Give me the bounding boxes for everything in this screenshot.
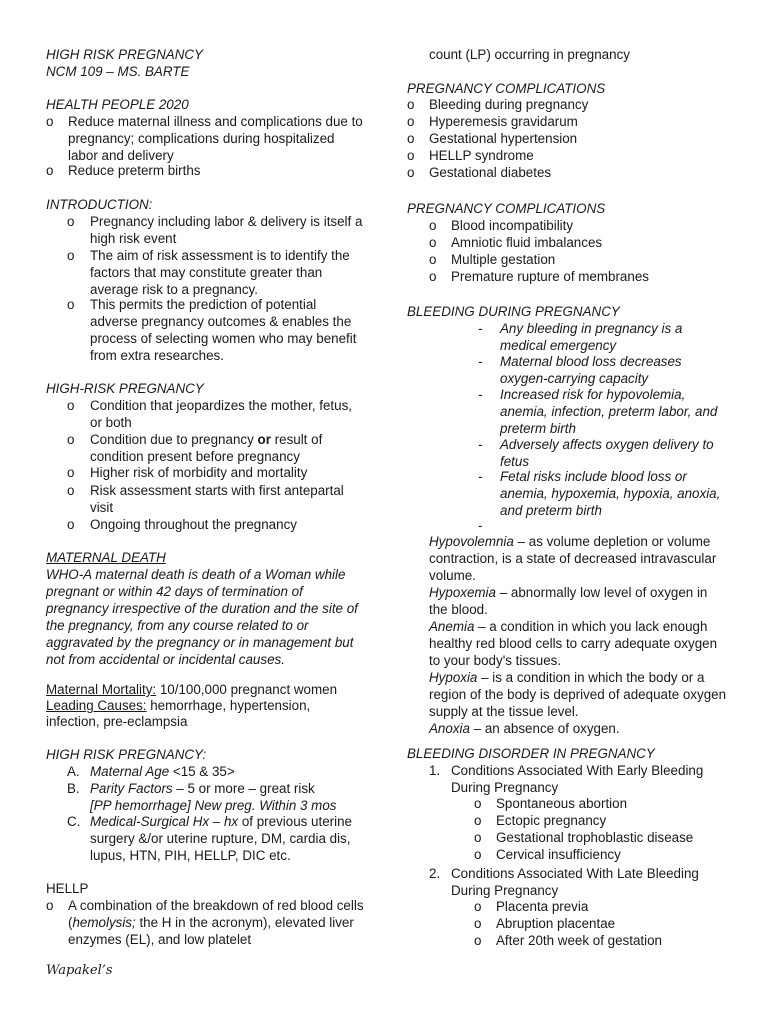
bullet-marker: o bbox=[429, 252, 437, 267]
def-text: – is a condition in which the body or a region of the body is deprived of adequate oxygen supply at the tissue level. bbox=[429, 670, 727, 719]
list-item bbox=[474, 829, 730, 846]
item-label: Maternal Age bbox=[90, 764, 170, 779]
list-item bbox=[474, 898, 730, 915]
list-item-text: Placenta previa bbox=[496, 899, 589, 914]
definition bbox=[429, 669, 729, 720]
list-item-text: The aim of risk assessment is to identify the factors that may constitute greater than average risk to a pregnancy. bbox=[90, 248, 350, 297]
list-item-text: Condition that jeopardizes the mother, fetus, or both bbox=[90, 398, 353, 430]
bullet-marker: o bbox=[474, 933, 482, 948]
list-item-text: Increased risk for hypovolemia, anemia, infection, preterm labor, and preterm birth bbox=[500, 387, 718, 436]
bd1-list bbox=[474, 795, 730, 863]
bullet-marker: o bbox=[46, 163, 54, 178]
letter-marker: B. bbox=[67, 781, 80, 796]
list-item bbox=[478, 386, 730, 437]
list-item bbox=[67, 464, 367, 481]
footer-signature: Wapakel’s bbox=[46, 963, 113, 978]
pc2-list bbox=[429, 217, 729, 285]
lc-label: Leading Causes: bbox=[46, 698, 147, 713]
list-item-text: Maternal blood loss decreases oxygen-carrying capacity bbox=[500, 354, 682, 386]
bullet-marker: o bbox=[474, 813, 482, 828]
leading-causes-line bbox=[46, 697, 366, 714]
letter-marker: C. bbox=[67, 814, 81, 829]
def-term: Hypovolemnia bbox=[429, 534, 514, 549]
list-item bbox=[67, 516, 367, 533]
doc-title: HIGH RISK PREGNANCY bbox=[46, 47, 203, 62]
list-item-text bbox=[90, 431, 367, 465]
list-item-text: Any bleeding in pregnancy is a medical emergency bbox=[500, 321, 683, 353]
bullet-marker: o bbox=[46, 898, 54, 913]
list-item bbox=[407, 130, 727, 147]
list-item bbox=[67, 397, 367, 431]
bullet-marker: o bbox=[67, 517, 75, 532]
list-item bbox=[67, 247, 367, 298]
bullet-marker: o bbox=[474, 899, 482, 914]
list-item-text: Multiple gestation bbox=[451, 252, 556, 267]
text-part: the H in the acronym), elevated liver enzymes (EL), and low platelet bbox=[68, 915, 354, 947]
definition bbox=[429, 618, 729, 669]
list-item-text bbox=[90, 780, 367, 814]
list-item bbox=[407, 113, 727, 130]
def-text: – an absence of oxygen. bbox=[469, 721, 620, 736]
list-item bbox=[429, 234, 729, 251]
hp-heading: HEALTH PEOPLE 2020 bbox=[46, 97, 189, 112]
definition bbox=[429, 720, 729, 737]
list-item bbox=[67, 763, 367, 780]
def-text: – as volume depletion or volume contraction, is a state of decreased intravascular volume. bbox=[429, 534, 717, 583]
list-item bbox=[474, 915, 730, 932]
list-item-text: After 20th week of gestation bbox=[496, 933, 662, 948]
md-paragraph: WHO-A maternal death is death of a Woman while pregnant or within 42 days of termination of pregnancy irrespective of the duration and the site of the pregnancy, from any course related to or aggravated by the pregnancy or in management but not from accidental or incidental causes. bbox=[46, 567, 358, 667]
bullet-marker: o bbox=[67, 465, 75, 480]
list-item-text: Higher risk of morbidity and mortality bbox=[90, 465, 308, 480]
bullet-marker: o bbox=[407, 97, 415, 112]
definitions-block bbox=[429, 533, 729, 737]
list-item bbox=[67, 482, 367, 516]
list-item-text: Amniotic fluid imbalances bbox=[451, 235, 603, 250]
pc1-heading: PREGNANCY COMPLICATIONS bbox=[407, 81, 606, 96]
list-item bbox=[67, 296, 367, 364]
list-item-text: Cervical insufficiency bbox=[496, 847, 621, 862]
text-part: A combination of the breakdown of red blood cells ( bbox=[68, 898, 364, 930]
def-term: Hypoxia bbox=[429, 670, 478, 685]
dash-marker: - bbox=[478, 387, 483, 402]
mm-value: 10/100,000 pregnanct women bbox=[156, 682, 338, 697]
maternal-mortality-line bbox=[46, 681, 366, 698]
bullet-marker: o bbox=[474, 847, 482, 862]
bullet-marker: o bbox=[474, 830, 482, 845]
number-marker: 2. bbox=[429, 866, 441, 881]
list-item bbox=[46, 113, 366, 164]
pc1-list bbox=[407, 96, 727, 181]
numbered-item-text: Conditions Associated With Early Bleeding During Pregnancy bbox=[451, 763, 704, 795]
def-term: Anemia bbox=[429, 619, 475, 634]
dash-marker: - bbox=[478, 321, 483, 336]
list-item bbox=[474, 932, 730, 949]
bullet-marker: o bbox=[67, 483, 75, 498]
pc2-heading: PREGNANCY COMPLICATIONS bbox=[407, 201, 606, 216]
dash-marker: - bbox=[478, 354, 483, 369]
list-item-text: Gestational diabetes bbox=[429, 165, 552, 180]
item-label: Parity Factors bbox=[90, 781, 173, 796]
list-item-text: HELLP syndrome bbox=[429, 148, 534, 163]
list-item bbox=[474, 795, 730, 812]
list-item-text: Premature rupture of membranes bbox=[451, 269, 649, 284]
bullet-marker: o bbox=[474, 916, 482, 931]
numbered-item bbox=[429, 762, 729, 796]
dash-marker: - bbox=[478, 437, 483, 452]
list-item bbox=[407, 147, 727, 164]
list-item-text bbox=[90, 813, 367, 864]
list-item-text: Gestational hypertension bbox=[429, 131, 578, 146]
item-label: Medical-Surgical Hx – hx bbox=[90, 814, 239, 829]
mm-label: Maternal Mortality: bbox=[46, 682, 157, 697]
dash-marker: - bbox=[478, 469, 483, 484]
definition bbox=[429, 533, 729, 584]
def-text: – abnormally low level of oxygen in the blood. bbox=[429, 585, 708, 617]
list-item-text: Gestational trophoblastic disease bbox=[496, 830, 694, 845]
list-item-text: Ongoing throughout the pregnancy bbox=[90, 517, 297, 532]
bullet-marker: o bbox=[407, 148, 415, 163]
item-value: of previous uterine surgery &/or uterine rupture, DM, cardia dis, lupus, HTN, PIH, HELLP, DIC etc. bbox=[90, 814, 352, 863]
continued-text: count (LP) occurring in pregnancy bbox=[429, 47, 630, 62]
bullet-marker: o bbox=[407, 114, 415, 129]
list-item-text: Risk assessment starts with first antepartal visit bbox=[90, 483, 344, 515]
list-item-text: Blood incompatibility bbox=[451, 218, 574, 233]
bullet-marker: o bbox=[474, 796, 482, 811]
list-item-text: Pregnancy including labor & delivery is itself a high risk event bbox=[90, 214, 363, 246]
intro-heading: INTRODUCTION: bbox=[46, 197, 153, 212]
list-item-text: Reduce maternal illness and complications due to pregnancy; complications during hospitalized labor and delivery bbox=[68, 114, 363, 163]
list-item bbox=[429, 217, 729, 234]
item-value: – 5 or more – great risk bbox=[172, 781, 315, 796]
definition bbox=[429, 584, 729, 618]
numbered-item bbox=[429, 865, 729, 899]
list-item bbox=[474, 812, 730, 829]
number-marker: 1. bbox=[429, 763, 441, 778]
bd-heading: BLEEDING DISORDER IN PREGNANCY bbox=[407, 746, 655, 761]
def-text: – a condition in which you lack enough healthy red blood cells to carry adequate oxygen to your body's tissues. bbox=[429, 619, 718, 668]
def-term: Anoxia bbox=[429, 721, 470, 736]
bullet-marker: o bbox=[67, 398, 75, 413]
item-value: <15 & 35> bbox=[169, 764, 235, 779]
bullet-marker: o bbox=[429, 218, 437, 233]
list-item bbox=[46, 897, 366, 948]
text-italic: hemolysis; bbox=[72, 915, 136, 930]
bullet-marker: o bbox=[407, 131, 415, 146]
list-item-text bbox=[90, 763, 367, 780]
letter-marker: A. bbox=[67, 764, 80, 779]
list-item bbox=[478, 436, 730, 470]
list-item bbox=[429, 251, 729, 268]
list-item-text: Adversely affects oxygen delivery to fetus bbox=[500, 437, 714, 469]
leading-causes-line2: infection, pre-eclampsia bbox=[46, 714, 188, 729]
list-item bbox=[474, 846, 730, 863]
course-subtitle: NCM 109 – MS. BARTE bbox=[46, 64, 190, 79]
bullet-marker: o bbox=[429, 235, 437, 250]
list-item-text: This permits the prediction of potential adverse pregnancy outcomes & enables the process of selecting women who may benefit from extra researches. bbox=[90, 297, 357, 363]
list-item-text: Spontaneous abortion bbox=[496, 796, 628, 811]
list-item bbox=[67, 431, 367, 465]
bullet-marker: o bbox=[67, 214, 75, 229]
list-item bbox=[407, 96, 727, 113]
hellp-heading: HELLP bbox=[46, 881, 89, 896]
list-item-text: Hyperemesis gravidarum bbox=[429, 114, 578, 129]
bullet-marker: o bbox=[67, 432, 75, 447]
bd2-list bbox=[474, 898, 730, 949]
hr-heading: HIGH-RISK PREGNANCY bbox=[46, 381, 204, 396]
def-term: Hypoxemia bbox=[429, 585, 496, 600]
bullet-marker: o bbox=[429, 269, 437, 284]
list-item bbox=[67, 213, 367, 247]
list-item bbox=[429, 268, 729, 285]
md-heading: MATERNAL DEATH bbox=[46, 550, 166, 565]
text-part: Condition due to pregnancy bbox=[90, 432, 254, 447]
empty-dash: - bbox=[478, 518, 483, 533]
list-item bbox=[407, 164, 727, 181]
list-item-text: Abruption placentae bbox=[496, 916, 616, 931]
list-item bbox=[478, 468, 730, 519]
bullet-marker: o bbox=[407, 165, 415, 180]
numbered-item-text: Conditions Associated With Late Bleeding During Pregnancy bbox=[451, 866, 699, 898]
list-item bbox=[67, 780, 367, 814]
lc-value: hemorrhage, hypertension, bbox=[146, 698, 311, 713]
bullet-marker: o bbox=[67, 297, 75, 312]
list-item bbox=[67, 813, 367, 864]
bullet-marker: o bbox=[46, 114, 54, 129]
list-item-text: Fetal risks include blood loss or anemia, hypoxemia, hypoxia, anoxia, and preterm birth bbox=[500, 469, 721, 518]
bdp-heading: BLEEDING DURING PREGNANCY bbox=[407, 304, 620, 319]
list-item bbox=[478, 320, 730, 354]
text-part: result of condition present before pregnancy bbox=[90, 432, 323, 464]
list-item-text: Bleeding during pregnancy bbox=[429, 97, 589, 112]
item-sub: [PP hemorrhage] New preg. Within 3 mos bbox=[90, 798, 337, 813]
list-item bbox=[478, 353, 730, 387]
list-item-text: Reduce preterm births bbox=[68, 163, 201, 178]
list-item-text: Ectopic pregnancy bbox=[496, 813, 607, 828]
list-item bbox=[46, 162, 366, 179]
list-item-text bbox=[68, 897, 366, 948]
bullet-marker: o bbox=[67, 248, 75, 263]
bold-or: or bbox=[257, 432, 271, 447]
hrp-heading: HIGH RISK PREGNANCY: bbox=[46, 747, 207, 762]
